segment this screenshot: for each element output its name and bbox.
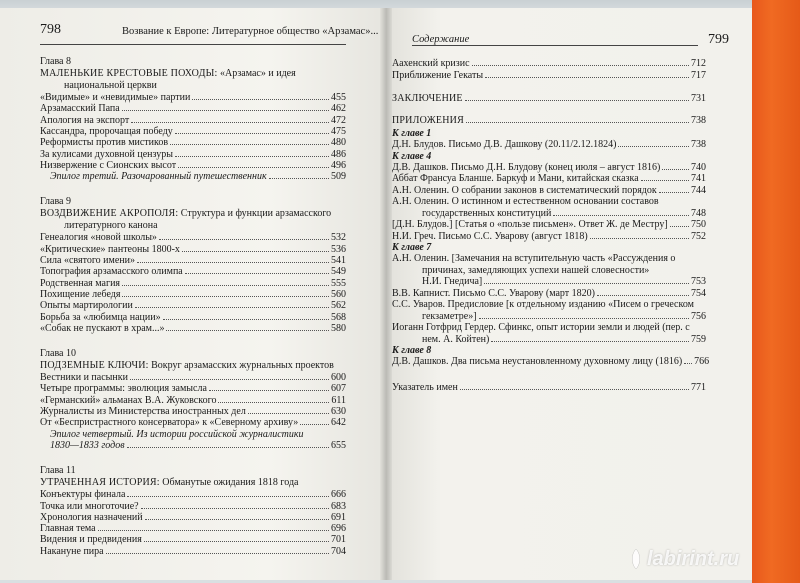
toc-entry [40, 523, 346, 535]
entry-title: Родственная магия [40, 277, 121, 289]
page-number: 475 [331, 125, 346, 137]
chapter-label: Глава 9 [40, 196, 71, 208]
dot-leader [185, 273, 329, 274]
entry-title: «Германский» альманах В.А. Жуковского [40, 394, 217, 406]
dot-leader [159, 239, 329, 240]
chapter-title: УТРАЧЕННАЯ ИСТОРИЯ: Обманутые ожидания 1818 года [40, 477, 299, 489]
page-number: 683 [331, 500, 346, 512]
entry-title: «Критические» пантеоны 1800-х [40, 243, 180, 255]
page-number: 642 [331, 417, 346, 429]
entry-title: Аббат Франсуа Бланше. Баркуф и Мани, китайская сказка [392, 173, 639, 184]
dot-leader [122, 110, 329, 111]
dot-leader [145, 519, 329, 520]
toc-entry [422, 276, 706, 288]
page-number: 536 [331, 243, 346, 255]
dot-leader [170, 144, 329, 145]
entry-title: Накануне пира [40, 545, 104, 557]
page-number: 580 [331, 322, 346, 334]
entry-title: ПРИЛОЖЕНИЯ [392, 115, 464, 126]
toc-entry [40, 255, 346, 267]
page-number: 607 [331, 383, 346, 395]
toc-entry [40, 244, 346, 256]
chapter-title: ВОЗДВИЖЕНИЕ АКРОПОЛЯ: Структура и функции арзамасского [40, 208, 332, 220]
toc-entry [392, 173, 706, 185]
entry-title: Н.И. Греч. Письмо С.С. Уварову (август 1818) [392, 230, 588, 242]
page-number: 696 [331, 523, 346, 535]
dot-leader [472, 65, 689, 66]
toc-entry [40, 406, 346, 418]
entry-title: Похищение лебедя [40, 288, 121, 300]
appendix-group-label: К главе 1 [392, 128, 432, 139]
page-number: 600 [331, 372, 346, 384]
dot-leader [131, 122, 329, 123]
right-page-number: 799 [708, 32, 729, 47]
dot-leader [670, 226, 689, 227]
chapter-title: национальной церкви [64, 80, 157, 91]
toc-entry [422, 208, 706, 220]
page-number: 562 [331, 300, 346, 312]
page-number: 549 [331, 266, 346, 278]
dot-leader [684, 363, 692, 364]
chapter-label: Глава 11 [40, 465, 76, 477]
entry-title: Н.И. Гнедича] [422, 276, 483, 287]
entry-title: Приближение Гекаты [392, 69, 484, 81]
toc-entry [40, 160, 346, 172]
dot-leader [178, 167, 329, 168]
entry-title: Опыты мартирологии [40, 300, 133, 312]
entry-title: 1830—1833 годов [50, 439, 125, 451]
dot-leader [485, 77, 689, 78]
page-number: 771 [691, 381, 706, 393]
dot-leader [479, 318, 689, 319]
page-number: 754 [691, 287, 706, 299]
page-number: 496 [331, 159, 346, 171]
page-number: 753 [691, 276, 706, 287]
toc-entry [40, 289, 346, 301]
entry-title: Четыре программы: эволюция замысла [40, 383, 207, 395]
dot-leader [192, 99, 329, 100]
page-number: 630 [331, 406, 346, 417]
dot-leader [98, 530, 329, 531]
toc-entry [392, 139, 706, 151]
dot-leader [141, 508, 329, 509]
page-number: 766 [694, 356, 710, 367]
chapter-title: МАЛЕНЬКИЕ КРЕСТОВЫЕ ПОХОДЫ: «Арзамас» и идея [40, 68, 296, 79]
chapter-title: ПОДЗЕМНЫЕ КЛЮЧИ: Вокруг арзамасских журнальных проектов [40, 360, 334, 372]
page-number: 731 [691, 93, 706, 104]
page-number: 666 [331, 489, 346, 501]
toc-entry [50, 171, 346, 183]
toc-entry [392, 231, 706, 243]
toc-entry [40, 417, 346, 429]
dot-leader [137, 262, 329, 263]
dot-leader [122, 285, 329, 286]
toc-entry [392, 70, 706, 82]
toc-entry [392, 382, 706, 394]
entry-title: «Собак не пускают в храм...» [40, 322, 165, 334]
toc-entry [40, 300, 346, 312]
dot-leader [465, 100, 689, 101]
dot-leader [597, 295, 689, 296]
dot-leader [218, 402, 329, 403]
appendix-group-label: К главе 7 [392, 242, 432, 253]
page-number: 555 [331, 277, 346, 289]
toc-entry [392, 219, 706, 231]
toc-entry [40, 383, 346, 395]
dot-leader [491, 341, 689, 342]
entry-title: Эпилог третий. Разочарованный путешественник [50, 171, 267, 183]
toc-entry [40, 546, 346, 558]
left-running-head: Возвание к Европе: Литературное общество «Арзамас»... [122, 26, 379, 37]
entry-title: Апология на экспорт [40, 114, 130, 126]
toc-entry [40, 149, 346, 161]
dot-leader [659, 192, 689, 193]
dot-leader [484, 283, 689, 284]
dot-leader [553, 215, 689, 216]
toc-entry [40, 534, 346, 546]
dot-leader [122, 296, 329, 297]
appendix-item-line: причинах, замедляющих успехи нашей словесности» [422, 264, 650, 276]
entry-title: Д.В. Дашков. Два письма неустановленному духовному лицу (1816) [392, 356, 683, 367]
watermark-logo-icon [628, 548, 644, 570]
page-number: 738 [691, 115, 706, 126]
entry-title: Сила «святого имени» [40, 255, 135, 266]
dot-leader [175, 156, 329, 157]
toc-entry [40, 103, 346, 115]
toc-entry [392, 185, 706, 197]
entry-title: Кассандра, пророчащая победу [40, 125, 173, 137]
entry-title: [Д.Н. Блудов.] [Статья о «пользе письмен». Ответ Ж. де Местру] [392, 219, 668, 230]
dot-leader [460, 389, 689, 390]
entry-title: Точка или многоточие? [40, 500, 139, 512]
appendix-item-line: С.С. Уваров. Предисловие [к отдельному изданию «Писем о греческом [392, 299, 694, 310]
dot-leader [166, 330, 329, 331]
dot-leader [127, 496, 329, 497]
page-number: 462 [331, 103, 346, 115]
entry-title: гекзаметре»] [422, 310, 477, 322]
appendix-group-label: К главе 4 [392, 150, 432, 162]
appendix-item-line: А.Н. Оленин. О истинном и естественном основании составов [392, 196, 659, 207]
dot-leader [618, 146, 689, 147]
toc-entry [422, 311, 706, 323]
dot-leader [163, 319, 329, 320]
toc-entry [392, 356, 710, 368]
toc-entry [40, 512, 346, 524]
dot-leader [590, 238, 689, 239]
toc-entry [40, 137, 346, 149]
page-number: 740 [691, 161, 706, 173]
chapter-label: Глава 10 [40, 348, 76, 360]
page-number: 509 [331, 171, 346, 183]
dot-leader [662, 169, 689, 170]
toc-entry [40, 115, 346, 127]
toc-entry [392, 288, 706, 300]
page-number: 744 [691, 184, 706, 196]
entry-title: От «Беспристрастного консерватора» к «Северному архиву» [40, 417, 299, 429]
page-number: 691 [331, 511, 346, 523]
epilogue-title: Эпилог четвертый. Из истории российской журналистики [50, 428, 304, 440]
page-number: 756 [691, 310, 706, 322]
page-number: 455 [331, 92, 346, 103]
page-number: 752 [691, 230, 706, 242]
toc-entry [40, 501, 346, 513]
chapter-label: Глава 8 [40, 56, 71, 67]
page-number: 611 [331, 394, 346, 406]
watermark: labirint.ru [647, 548, 740, 570]
toc-entry [392, 162, 706, 174]
appendix-item-line: Иоганн Готфрид Гердер. Сфинкс, опыт истории земли и людей (пер. с [392, 322, 690, 333]
right-running-head: Содержание [412, 34, 470, 45]
entry-title: Борьба за «любимца нации» [40, 311, 161, 323]
dot-leader [106, 553, 329, 554]
dot-leader [144, 541, 329, 542]
toc-entry [40, 126, 346, 138]
toc-entry [40, 489, 346, 501]
entry-title: Реформисты против мистиков [40, 137, 169, 149]
page-number: 738 [691, 139, 706, 150]
dot-leader [130, 379, 329, 380]
page-number: 480 [331, 137, 346, 149]
page-number: 712 [691, 58, 706, 69]
entry-title: «Видимые» и «невидимые» партии [40, 92, 191, 103]
dot-leader [209, 390, 329, 391]
entry-title: Д.Н. Блудов. Письмо Д.В. Дашкову (20.11/2.12.1824) [392, 139, 617, 150]
toc-entry [392, 115, 706, 127]
header-rule [412, 45, 698, 46]
entry-title: Указатель имен [392, 381, 458, 393]
page-number: 532 [331, 232, 346, 244]
page-number: 486 [331, 148, 346, 160]
entry-title: Журналисты из Министерства иностранных дел [40, 406, 246, 417]
toc-entry [40, 395, 346, 407]
appendix-group-label: К главе 8 [392, 345, 432, 356]
dot-leader [641, 180, 689, 181]
page-number: 759 [691, 333, 706, 345]
toc-entry [40, 92, 346, 104]
dot-leader [127, 447, 329, 448]
entry-title: Генеалогия «новой школы» [40, 232, 157, 244]
toc-entry [422, 334, 706, 346]
dot-leader [135, 307, 329, 308]
toc-entry [40, 312, 346, 324]
entry-title: Вестники и пасынки [40, 372, 128, 384]
toc-entry [392, 93, 706, 105]
page-number: 750 [691, 219, 706, 230]
entry-title: Хронология назначений [40, 511, 143, 523]
entry-title: Д.В. Дашков. Письмо Д.Н. Блудову (конец июля – август 1816) [392, 161, 661, 173]
page-number: 541 [331, 255, 346, 266]
dot-leader [182, 251, 329, 252]
page-number: 701 [331, 534, 346, 546]
page-number: 717 [691, 69, 706, 81]
dot-leader [175, 133, 329, 134]
entry-title: ЗАКЛЮЧЕНИЕ [392, 93, 463, 104]
entry-title: государственных конституций [422, 207, 552, 219]
toc-entry [50, 440, 346, 452]
page-number: 655 [331, 439, 346, 451]
entry-title: Топография арзамасского олимпа [40, 266, 183, 278]
chapter-title: литературного канона [64, 220, 158, 232]
dot-leader [466, 122, 689, 123]
toc-entry [40, 372, 346, 384]
entry-title: Арзамасский Папа [40, 103, 120, 115]
dot-leader [300, 424, 329, 425]
page-number: 748 [691, 207, 706, 219]
toc-entry [40, 323, 346, 335]
appendix-item-line: А.Н. Оленин. [Замечания на вступительную часть «Рассуждения о [392, 253, 676, 264]
entry-title: Низвержение с Сионских высот [40, 159, 177, 171]
toc-entry [40, 278, 346, 290]
header-rule [40, 44, 346, 45]
toc-entry [40, 266, 346, 278]
page-number: 568 [331, 311, 346, 323]
page-number: 741 [691, 173, 706, 184]
toc-entry [40, 232, 346, 244]
page-number: 704 [331, 545, 346, 557]
book-spine [380, 8, 392, 580]
left-page-number: 798 [40, 22, 61, 37]
toc-entry [392, 58, 706, 70]
orange-cover [752, 0, 800, 583]
dot-leader [269, 178, 329, 179]
dot-leader [248, 413, 329, 414]
entry-title: Конъектуры финала [40, 489, 126, 501]
entry-title: За кулисами духовной цензуры [40, 148, 173, 160]
entry-title: Аахенский кризис [392, 58, 470, 69]
entry-title: В.В. Капнист. Письмо С.С. Уварову (март 1820) [392, 287, 595, 299]
entry-title: Главная тема [40, 523, 96, 535]
entry-title: Видения и предвидения [40, 534, 142, 546]
entry-title: А.Н. Оленин. О собрании законов в систематический порядок [392, 184, 657, 196]
page-number: 472 [331, 114, 346, 126]
entry-title: нем. А. Койтен) [422, 333, 490, 345]
page-number: 560 [331, 288, 346, 300]
